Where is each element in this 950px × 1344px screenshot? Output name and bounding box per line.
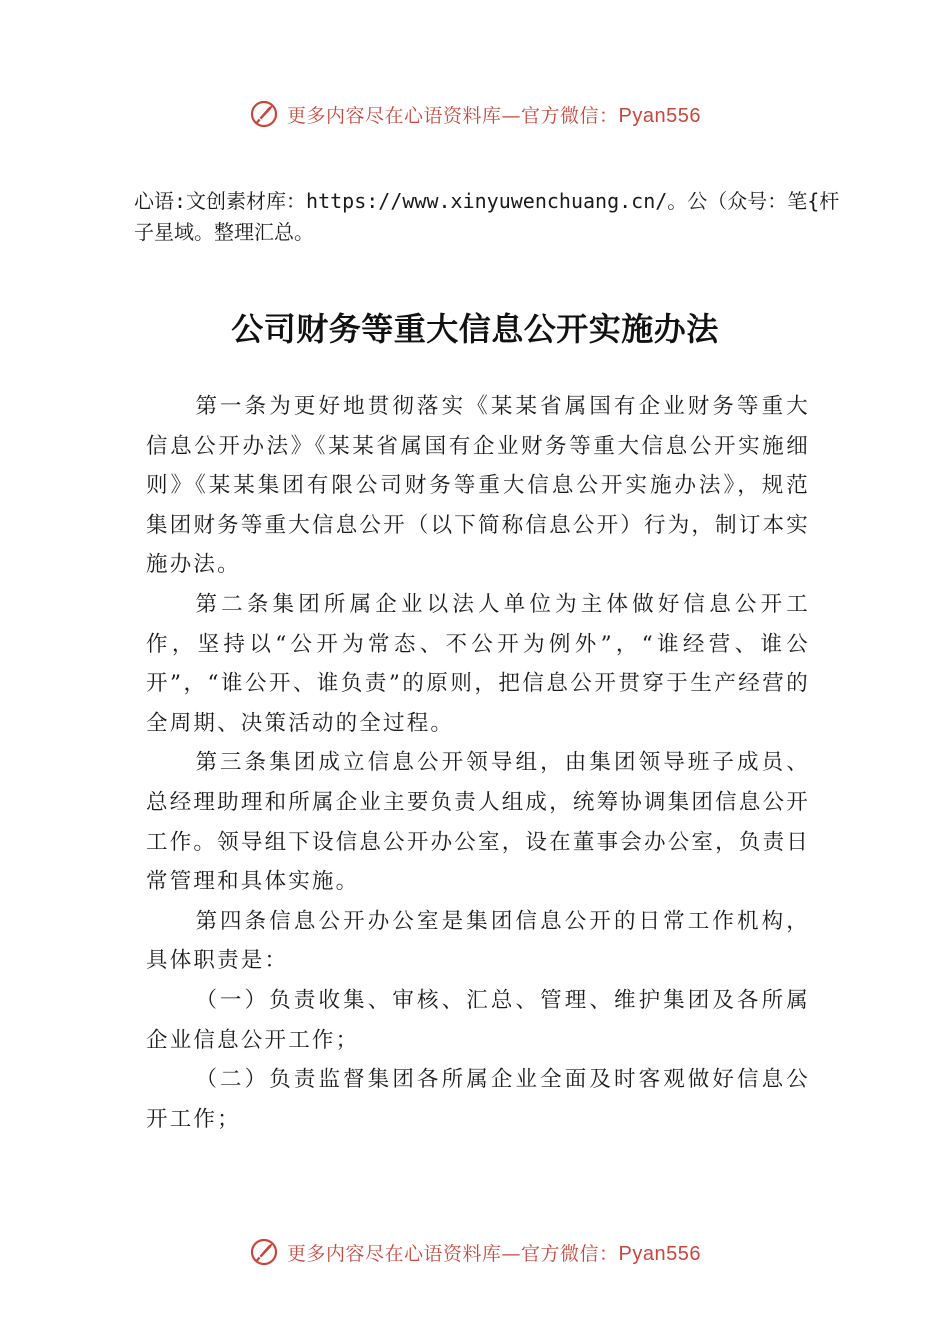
paragraph-article-2: 第二条集团所属企业以法人单位为主体做好信息公开工作，坚持以“公开为常态、不公开为例外”，“谁经营、谁公开”，“谁公开、谁负责”的原则，把信息公开贯穿于生产经营的全周期、决策活动的全过程。 (146, 591, 810, 736)
header-banner (0, 94, 950, 134)
paragraph-item-2: （二）负责监督集团各所属企业全面及时客观做好信息公开工作； (146, 1067, 810, 1132)
document-body (146, 387, 810, 1139)
wechat-id: Pyan556 (618, 104, 701, 127)
paragraph-article-3: 第三条集团成立信息公开领导组，由集团领导班子成员、总经理助理和所属企业主要负责人组成，统筹协调集团信息公开工作。领导组下设信息公开办公室，设在董事会办公室，负责日常管理和具体实施。 (146, 750, 810, 895)
document-title: 公司财务等重大信息公开实施办法 (231, 310, 719, 348)
footer-banner (0, 1232, 950, 1272)
quill-pen-logo-icon (249, 1237, 279, 1267)
paragraph-item-1: （一）负责收集、审核、汇总、管理、维护集团及各所属企业信息公开工作； (146, 987, 810, 1053)
banner-text: 更多内容尽在心语资料库—官方微信：Pyan556 (287, 104, 701, 127)
quill-pen-logo-icon (249, 99, 279, 129)
paragraph-article-1: 第一条为更好地贯彻落实《某某省属国有企业财务等重大信息公开办法》《某某省属国有企业财务等重大信息公开实施细则》《某某集团有限公司财务等重大信息公开实施办法》，规范集团财务等重大信息公开（以下简称信息公开）行为，制订本实施办法。 (146, 394, 810, 578)
banner-text: 更多内容尽在心语资料库—官方微信：Pyan556 (287, 1242, 701, 1265)
paragraph-article-4: 第四条信息公开办公室是集团信息公开的日常工作机构，具体职责是： (146, 908, 810, 974)
wechat-id: Pyan556 (618, 1242, 701, 1265)
source-note: 心语:文创素材库：https://www.xinyuwenchuang.cn/。公（众号：笔{杆子星域。整理汇总。 (134, 189, 840, 244)
